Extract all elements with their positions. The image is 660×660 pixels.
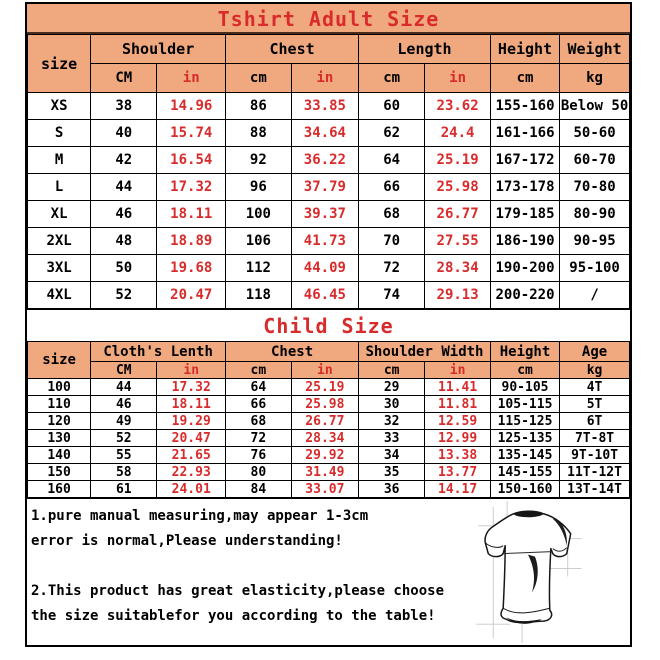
- adult-table-body: [28, 93, 630, 309]
- table-cell: 7T-8T: [560, 430, 630, 447]
- col-header-length: Length: [359, 35, 491, 64]
- table-cell: 31.49: [291, 464, 358, 481]
- unit-shoulder-width-in: in: [425, 362, 491, 379]
- table-cell: 70: [359, 228, 425, 255]
- table-row: [28, 174, 630, 201]
- col-header-chest: Chest: [226, 342, 359, 362]
- table-cell: 14.17: [425, 481, 491, 498]
- table-cell: 68: [359, 201, 425, 228]
- table-cell: 58: [91, 464, 157, 481]
- table-cell: 4XL: [28, 282, 91, 309]
- unit-shoulder-in: in: [157, 64, 226, 93]
- table-cell: 21.65: [157, 447, 226, 464]
- table-cell: 80: [226, 464, 292, 481]
- unit-chest-cm: cm: [226, 64, 292, 93]
- table-cell: 60: [359, 93, 425, 120]
- table-cell: 46.45: [291, 282, 358, 309]
- col-header-weight: Weight: [560, 35, 630, 64]
- table-cell: 29: [359, 379, 425, 396]
- table-cell: 145-155: [490, 464, 559, 481]
- table-cell: 13T-14T: [560, 481, 630, 498]
- table-cell: 80-90: [560, 201, 630, 228]
- table-cell: 186-190: [490, 228, 559, 255]
- table-cell: 46: [91, 201, 157, 228]
- table-cell: 125-135: [490, 430, 559, 447]
- table-cell: 35: [359, 464, 425, 481]
- table-cell: 90-105: [490, 379, 559, 396]
- unit-age-kg: kg: [560, 362, 630, 379]
- unit-weight-kg: kg: [560, 64, 630, 93]
- unit-chest-in: in: [291, 64, 358, 93]
- table-cell: 2XL: [28, 228, 91, 255]
- table-cell: 60-70: [560, 147, 630, 174]
- size-chart-sheet: [25, 2, 632, 647]
- table-cell: 64: [226, 379, 292, 396]
- table-row: [28, 413, 630, 430]
- table-cell: 106: [226, 228, 292, 255]
- table-cell: 96: [226, 174, 292, 201]
- table-cell: 44: [91, 379, 157, 396]
- child-size-title: Child Size: [27, 309, 630, 341]
- table-cell: 112: [226, 255, 292, 282]
- col-header-height: Height: [490, 35, 559, 64]
- table-cell: 33.07: [291, 481, 358, 498]
- table-cell: 32: [359, 413, 425, 430]
- note-line: the size suitablefor you according to the table!: [31, 608, 436, 624]
- table-cell: 12.99: [425, 430, 491, 447]
- table-cell: 155-160: [490, 93, 559, 120]
- table-cell: 76: [226, 447, 292, 464]
- table-cell: 48: [91, 228, 157, 255]
- table-cell: 88: [226, 120, 292, 147]
- table-cell: M: [28, 147, 91, 174]
- table-cell: 95-100: [560, 255, 630, 282]
- col-header-size: size: [28, 342, 91, 379]
- table-cell: 66: [359, 174, 425, 201]
- table-cell: 49: [91, 413, 157, 430]
- table-cell: /: [560, 282, 630, 309]
- table-cell: 19.29: [157, 413, 226, 430]
- table-cell: 6T: [560, 413, 630, 430]
- table-cell: 105-115: [490, 396, 559, 413]
- col-header-age: Age: [560, 342, 630, 362]
- table-row: [28, 93, 630, 120]
- unit-cloths-lenth-in: in: [157, 362, 226, 379]
- table-cell: 173-178: [490, 174, 559, 201]
- table-cell: 140: [28, 447, 91, 464]
- table-cell: 12.59: [425, 413, 491, 430]
- table-cell: 150: [28, 464, 91, 481]
- table-cell: 25.98: [291, 396, 358, 413]
- note-line: 2.This product has great elasticity,please choose: [31, 583, 445, 599]
- table-cell: 86: [226, 93, 292, 120]
- table-row: [28, 396, 630, 413]
- table-cell: Below 50: [560, 93, 630, 120]
- tshirt-outline: [485, 511, 571, 622]
- unit-length-in: in: [425, 64, 491, 93]
- col-header-size: size: [28, 35, 91, 93]
- table-cell: 135-145: [490, 447, 559, 464]
- table-cell: 72: [226, 430, 292, 447]
- table-cell: 167-172: [490, 147, 559, 174]
- table-cell: 84: [226, 481, 292, 498]
- table-cell: 28.34: [291, 430, 358, 447]
- table-cell: 200-220: [490, 282, 559, 309]
- table-cell: 42: [91, 147, 157, 174]
- table-cell: 34.64: [291, 120, 358, 147]
- note-line: error is normal,Please understanding!: [31, 533, 343, 549]
- table-cell: 13.38: [425, 447, 491, 464]
- table-cell: 17.32: [157, 174, 226, 201]
- table-cell: 90-95: [560, 228, 630, 255]
- table-cell: 24.4: [425, 120, 491, 147]
- table-cell: 9T-10T: [560, 447, 630, 464]
- table-row: [28, 379, 630, 396]
- unit-height-cm: cm: [490, 362, 559, 379]
- table-cell: 40: [91, 120, 157, 147]
- table-cell: 150-160: [490, 481, 559, 498]
- table-cell: 36: [359, 481, 425, 498]
- unit-shoulder-width-cm: cm: [359, 362, 425, 379]
- table-row: [28, 282, 630, 309]
- table-cell: 25.19: [291, 379, 358, 396]
- child-size-table: [27, 341, 630, 498]
- adult-size-table: [27, 34, 630, 309]
- table-cell: 70-80: [560, 174, 630, 201]
- table-cell: 41.73: [291, 228, 358, 255]
- table-cell: 23.62: [425, 93, 491, 120]
- table-row: [28, 120, 630, 147]
- table-row: [28, 481, 630, 498]
- table-cell: 18.11: [157, 396, 226, 413]
- table-cell: 179-185: [490, 201, 559, 228]
- table-cell: 22.93: [157, 464, 226, 481]
- table-cell: 46: [91, 396, 157, 413]
- table-cell: 27.55: [425, 228, 491, 255]
- table-cell: 38: [91, 93, 157, 120]
- table-cell: 26.77: [291, 413, 358, 430]
- table-cell: 37.79: [291, 174, 358, 201]
- table-cell: XL: [28, 201, 91, 228]
- table-row: [28, 464, 630, 481]
- child-table-header: [28, 342, 630, 379]
- table-cell: 160: [28, 481, 91, 498]
- table-cell: 34: [359, 447, 425, 464]
- table-cell: 36.22: [291, 147, 358, 174]
- col-header-height: Height: [490, 342, 559, 362]
- table-cell: 33.85: [291, 93, 358, 120]
- table-cell: L: [28, 174, 91, 201]
- table-cell: 5T: [560, 396, 630, 413]
- table-cell: 13.77: [425, 464, 491, 481]
- unit-shoulder-cm: CM: [91, 64, 157, 93]
- table-cell: 28.34: [425, 255, 491, 282]
- table-cell: 44: [91, 174, 157, 201]
- table-cell: 4T: [560, 379, 630, 396]
- table-cell: S: [28, 120, 91, 147]
- notes-section: [27, 498, 630, 645]
- table-row: [28, 147, 630, 174]
- adult-table-header: [28, 35, 630, 93]
- table-cell: 115-125: [490, 413, 559, 430]
- table-cell: 100: [226, 201, 292, 228]
- table-row: [28, 228, 630, 255]
- table-cell: 118: [226, 282, 292, 309]
- table-cell: 11T-12T: [560, 464, 630, 481]
- table-cell: 110: [28, 396, 91, 413]
- table-cell: 74: [359, 282, 425, 309]
- table-cell: 92: [226, 147, 292, 174]
- table-cell: 18.89: [157, 228, 226, 255]
- table-cell: 100: [28, 379, 91, 396]
- unit-length-cm: cm: [359, 64, 425, 93]
- table-cell: XS: [28, 93, 91, 120]
- table-cell: 44.09: [291, 255, 358, 282]
- table-cell: 52: [91, 282, 157, 309]
- table-row: [28, 430, 630, 447]
- adult-size-title: Tshirt Adult Size: [27, 4, 630, 34]
- table-cell: 19.68: [157, 255, 226, 282]
- col-header-chest: Chest: [226, 35, 359, 64]
- table-cell: 17.32: [157, 379, 226, 396]
- table-cell: 25.19: [425, 147, 491, 174]
- table-cell: 24.01: [157, 481, 226, 498]
- unit-chest-in: in: [291, 362, 358, 379]
- table-row: [28, 447, 630, 464]
- table-cell: 18.11: [157, 201, 226, 228]
- table-cell: 62: [359, 120, 425, 147]
- table-cell: 26.77: [425, 201, 491, 228]
- col-header-shoulder: Shoulder: [91, 35, 226, 64]
- table-cell: 52: [91, 430, 157, 447]
- table-cell: 15.74: [157, 120, 226, 147]
- table-cell: 29.13: [425, 282, 491, 309]
- table-cell: 11.41: [425, 379, 491, 396]
- table-cell: 50-60: [560, 120, 630, 147]
- table-cell: 14.96: [157, 93, 226, 120]
- table-cell: 161-166: [490, 120, 559, 147]
- table-cell: 3XL: [28, 255, 91, 282]
- table-cell: 33: [359, 430, 425, 447]
- table-cell: 39.37: [291, 201, 358, 228]
- table-cell: 68: [226, 413, 292, 430]
- table-cell: 16.54: [157, 147, 226, 174]
- table-cell: 29.92: [291, 447, 358, 464]
- table-cell: 190-200: [490, 255, 559, 282]
- unit-height-cm: cm: [490, 64, 559, 93]
- table-cell: 11.81: [425, 396, 491, 413]
- col-header-cloths-lenth: Cloth's Lenth: [91, 342, 226, 362]
- table-cell: 25.98: [425, 174, 491, 201]
- unit-cloths-lenth-cm: CM: [91, 362, 157, 379]
- table-row: [28, 255, 630, 282]
- tshirt-line-drawing-icon: [472, 499, 584, 644]
- table-cell: 64: [359, 147, 425, 174]
- table-cell: 20.47: [157, 282, 226, 309]
- table-cell: 61: [91, 481, 157, 498]
- child-table-body: [28, 379, 630, 498]
- unit-chest-cm: cm: [226, 362, 292, 379]
- table-cell: 66: [226, 396, 292, 413]
- table-cell: 50: [91, 255, 157, 282]
- col-header-shoulder-width: Shoulder Width: [359, 342, 491, 362]
- table-cell: 30: [359, 396, 425, 413]
- table-cell: 72: [359, 255, 425, 282]
- note-line: 1.pure manual measuring,may appear 1-3cm: [31, 508, 369, 524]
- table-row: [28, 201, 630, 228]
- table-cell: 55: [91, 447, 157, 464]
- table-cell: 20.47: [157, 430, 226, 447]
- table-cell: 130: [28, 430, 91, 447]
- table-cell: 120: [28, 413, 91, 430]
